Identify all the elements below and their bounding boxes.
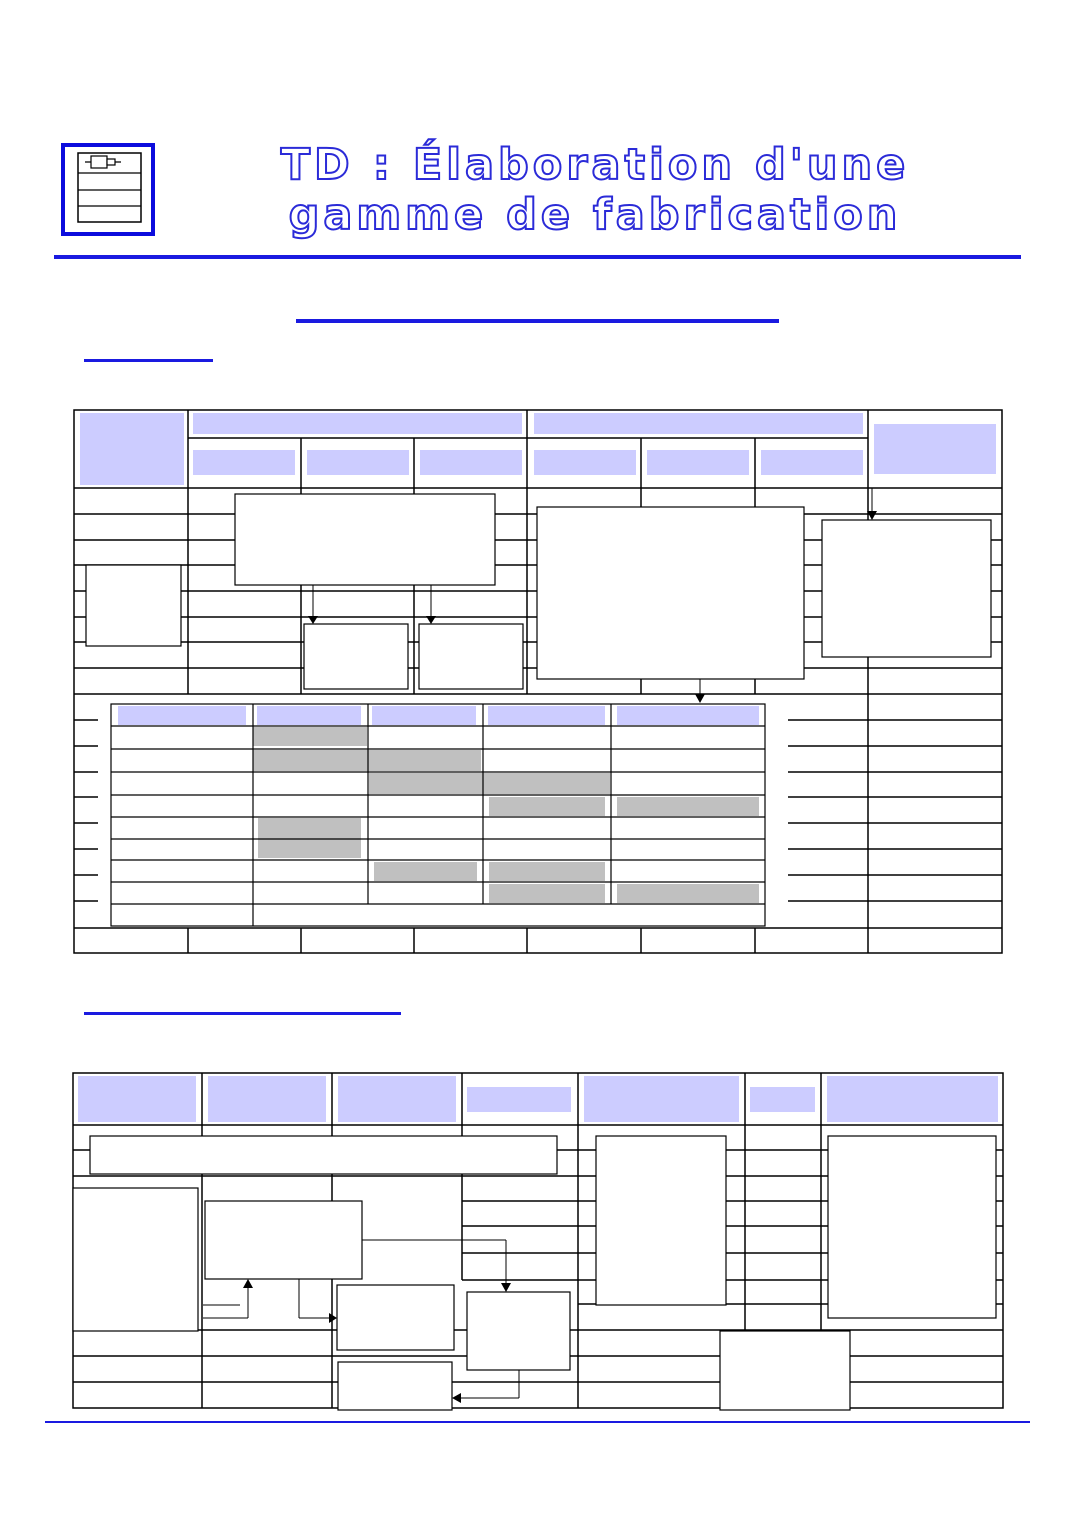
title-line-2: gamme de fabrication xyxy=(288,190,902,240)
title-line-1: TD : Élaboration d'une xyxy=(280,140,910,190)
